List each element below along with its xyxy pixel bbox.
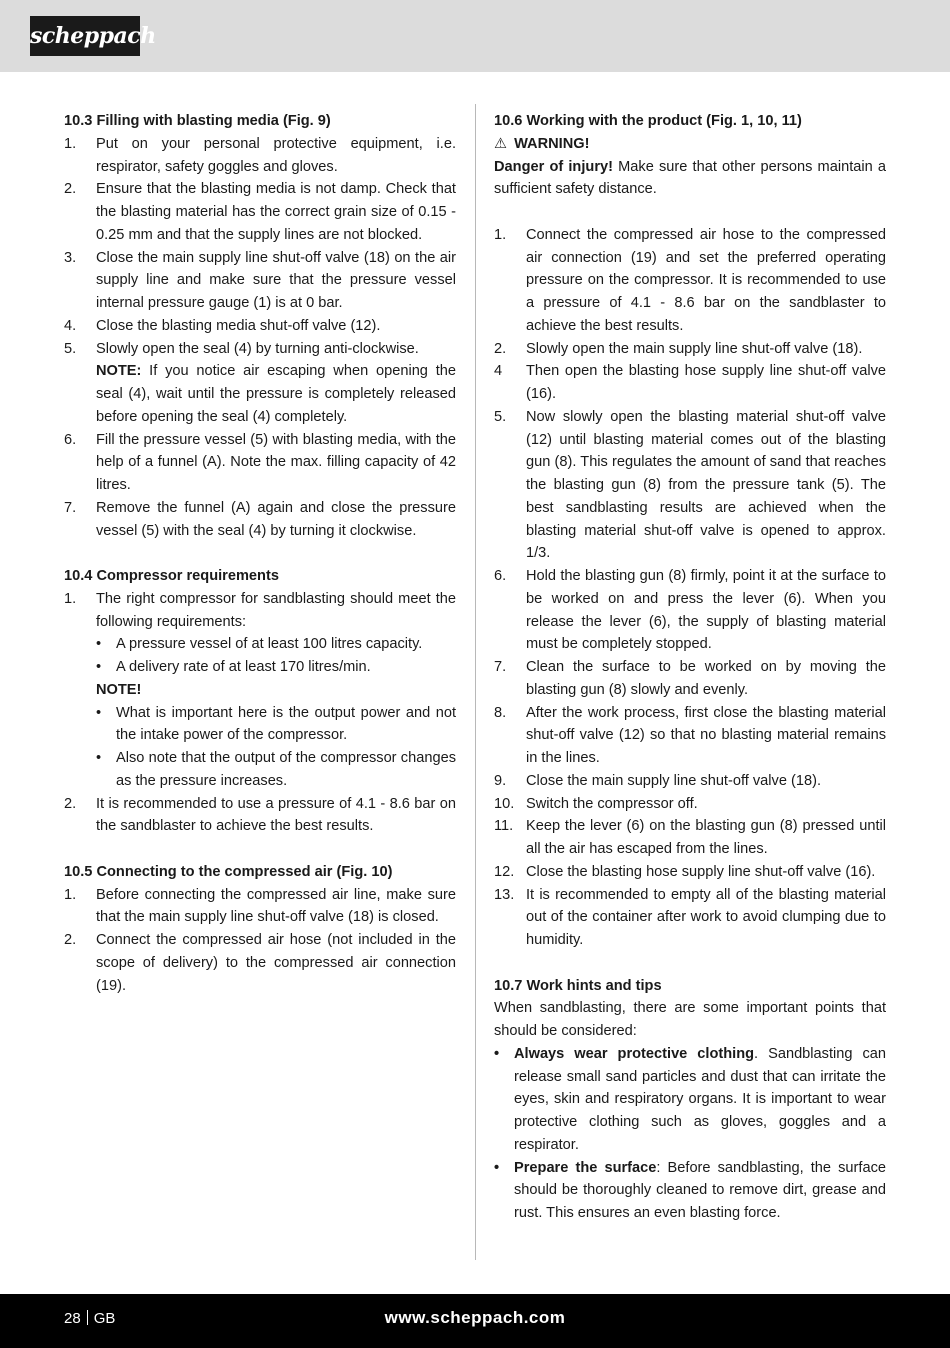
list-item: 7. Clean the surface to be worked on by moving the blasting gun (8) slowly and evenly. [494,659,886,698]
list-item: 3. Close the main supply line shut-off valve (18) on the air supply line and make sure that the pressure vessel internal pressure gauge (1) is at 0 bar. [64,249,456,311]
section-heading-10-3: 10.3 Filling with blasting media (Fig. 9) [64,113,331,129]
list-item: 11. Keep the lever (6) on the blasting gun (8) pressed until all the air has escaped from the lines. [494,818,886,857]
website-link[interactable]: www.scheppach.com [384,1308,566,1327]
list-item-text: Slowly open the seal (4) by turning anti-clockwise. [96,340,419,357]
warning-heading: ⚠ WARNING! [494,133,886,156]
list-item: 5. Slowly open the seal (4) by turning anti-clockwise. NOTE: If you notice air escaping when opening the seal (4), wait until the pressure is completely released before opening the seal (4) completely. [64,340,456,425]
list-item: 12. Close the blasting hose supply line shut-off valve (16). [494,863,876,880]
scheppach-logo: scheppach [30,16,140,56]
section-heading-10-7: 10.7 Work hints and tips [494,977,662,994]
language-code: GB [93,1310,116,1327]
list-item: 4. Close the blasting media shut-off valve (12). [64,317,381,334]
bullet-item: • A pressure vessel of at least 100 litres capacity. [96,636,423,653]
page-header [0,0,950,72]
list-item: 8. After the work process, first close the blasting material shut-off valve (12) so that no blasting material remains in the lines. [494,704,886,766]
list-item: 1. Before connecting the compressed air line, make sure that the main supply line shut-off valve (18) is closed. [64,886,456,926]
bullet-item: • Prepare the surface: Before sandblasting, the surface should be thoroughly cleaned to remove dirt, grease and rust. This ensures an even blasting force. [494,1159,886,1221]
bullet-item: • What is important here is the output power and not the intake power of the compressor. [96,704,456,744]
list-item: 2. Connect the compressed air hose (not included in the scope of delivery) to the compressed air connection (19). [64,932,456,994]
list-item: 2. Ensure that the blasting media is not damp. Check that the blasting material has the correct grain size of 0.15 - 0.25 mm and that the supply lines are not blocked. [64,181,456,243]
danger-notice: Danger of injury! Make sure that other persons maintain a sufficient safety distance. [494,158,886,198]
right-column [494,110,886,1225]
section-heading-10-6: 10.6 Working with the product (Fig. 1, 10, 11) [494,113,802,129]
list-item: 10. Switch the compressor off. [494,795,698,812]
bullet-item: • Also note that the output of the compressor changes as the pressure increases. [96,750,456,789]
list-item: 6. Fill the pressure vessel (5) with blasting media, with the help of a funnel (A). Note the max. filling capacity of 42 litres. [64,431,456,493]
bullet-item: • Always wear protective clothing. Sandblasting can release small sand particles and dust that can irritate the eyes, skin and respiratory organs. It is important to wear protective clothing such as gloves, goggles and a respirator. [494,1045,887,1153]
intro-paragraph: When sandblasting, there are some important points that should be considered: [494,1000,886,1039]
page-footer [0,1294,950,1348]
left-column [64,110,456,997]
list-item: 2. Slowly open the main supply line shut-off valve (18). [494,340,863,357]
list-item: 4 Then open the blasting hose supply line shut-off valve (16). [494,363,886,402]
bullet-item: • A delivery rate of at least 170 litres/min. [96,659,371,675]
section-heading-10-5: 10.5 Connecting to the compressed air (Fig. 10) [64,863,393,880]
warning-triangle-icon: ⚠ [494,135,508,152]
note-label: NOTE: [96,363,142,380]
list-item: 9. Close the main supply line shut-off valve (18). [494,772,821,789]
list-item: 13. It is recommended to empty all of the blasting material out of the container after work to avoid clumping due to humidity. [494,886,886,948]
column-divider [475,104,476,1260]
list-item: 5. Now slowly open the blasting material shut-off valve (12) until blasting material comes out of the blasting gun (8). This regulates the amount of sand that reaches the blasting gun (8) from the pressure tank (5). The best sandblasting results are achieved when the blasting material shut-off valve is opened to approx. 1/3. [494,408,886,562]
list-item: 7. Remove the funnel (A) again and close the pressure vessel (5) with the seal (4) by turning it clockwise. [64,499,456,539]
page-number: 28 GB [64,1310,116,1327]
list-item: 6. Hold the blasting gun (8) firmly, point it at the surface to be worked on and press the lever (6). When you release the lever (6), the supply of blasting material must be completely stopped. [494,568,886,653]
note-text: If you notice air escaping when opening the seal (4), wait until the pressure is completely released before opening the seal (4) completely. [96,363,456,425]
section-heading-10-4: 10.4 Compressor requirements [64,568,279,584]
list-item: 1. The right compressor for sandblasting should meet the following requirements: [64,590,456,630]
list-item: 1. Put on your personal protective equipment, i.e. respirator, safety goggles and gloves. [64,135,456,175]
list-item: 1. Connect the compressed air hose to the compressed air connection (19) and set the preferred operating pressure on the compressor. It is recommended to use a pressure of 4.1 - 8.6 bar on the sandblaster to achieve the best results. [494,226,886,334]
list-item: 2. It is recommended to use a pressure of 4.1 - 8.6 bar on the sandblaster to achieve the best results. [64,795,456,835]
note-label: NOTE! [96,681,142,698]
